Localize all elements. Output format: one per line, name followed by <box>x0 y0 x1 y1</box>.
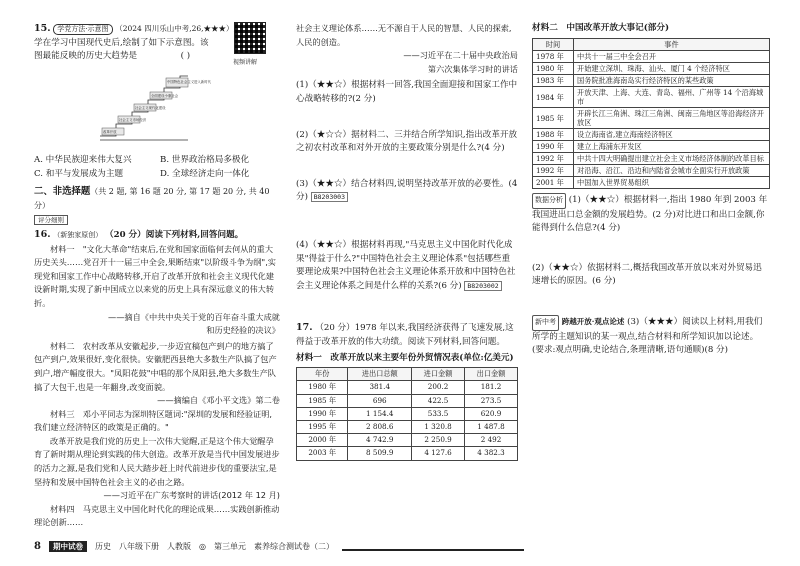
question-15 <box>34 22 280 152</box>
q15-options <box>34 154 280 181</box>
table-row: 1988 年 设立海南省,建立海南经济特区 <box>533 129 770 141</box>
q16-answer-space-1[interactable] <box>296 107 518 129</box>
table-row: 1978 年 中共十一届三中全会召开 <box>533 51 770 63</box>
table-row: 2001 年 中国加入世界贸易组织 <box>533 177 770 189</box>
table-row: 1990 年 建立上海浦东开发区 <box>533 141 770 153</box>
q16-sub-1: (1)（★★☆）根据材料一回答,我国全面迎接和国家工作中心战略转移的?(2 分) <box>296 80 518 104</box>
q16-tag: （新独家原创） <box>53 230 103 239</box>
table-row: 1985 年 696 422.5 273.5 <box>297 394 518 407</box>
table-row: 1985 年 开辟长江三角洲、珠江三角洲、闽南三角地区等沿海经济开放区 <box>533 108 770 129</box>
scoring-badge[interactable]: 评分细则 <box>34 215 68 225</box>
trade-table <box>296 367 518 460</box>
q16-sub-3-code: B8203003 <box>311 192 348 202</box>
q16-sub-4-code: B8203002 <box>464 281 501 291</box>
q16-material-3a: 材料三 邓小平同志为深圳特区题词:"深圳的发展和经验证明,我们建立经济特区的政策是正确的。" <box>34 408 273 433</box>
q15-option-d[interactable]: D. 全球经济走向一体化 <box>160 168 250 179</box>
table-row: 1992 年 对沿海、沿江、沿边和内陆省会城市全面实行开放政策 <box>533 165 770 177</box>
stair-step-4: 社会主义市场经济 <box>119 118 147 122</box>
q16-answer-space-3[interactable] <box>296 205 518 239</box>
table-row: 1995 年 2 808.6 1 320.8 1 487.8 <box>297 420 518 433</box>
page-number: 8 <box>34 540 41 552</box>
q15-source: （2024 四川乐山中考,26,★★★） <box>115 24 234 33</box>
q15-staircase-diagram <box>98 70 212 142</box>
q16-sub-4: (4)（★★☆）根据材料再现,"马克思主义中国化时代化成果"得益于什么?"中国特色社会主义理论体系"包括哪些重要理论成果?中国特色社会主义理论体系开放和中国特色社会主义理论体系之间是什么样的关系?(6 分) <box>296 239 516 291</box>
q17-sub-2: (2)（★★☆）依据材料二,概括我国改革开放以来对外贸易迅速增长的原因。(6 分) <box>532 262 762 287</box>
footer-separator-icon: ◎ <box>198 541 206 551</box>
q15-number: 15. <box>34 23 51 34</box>
q15-option-a[interactable]: A. 中华民族迎来伟大复兴 <box>34 155 132 165</box>
q15-option-c[interactable]: C. 和平与发展成为主题 <box>34 168 124 179</box>
q16-material-2-source: ——摘编自《邓小平文选》第二卷 <box>157 395 280 406</box>
stair-step-3: 社会主义现代化建设 <box>135 106 166 110</box>
q17-sub-3-tag: 新中考 <box>532 315 559 331</box>
footer-subject: 历史 <box>94 541 111 551</box>
events-col-time: 时间 <box>533 38 574 51</box>
section2-info: （共 2 题, 第 16 题 20 分, 第 17 题 20 分, 共 40 分） <box>34 187 270 210</box>
table-row: 1980 年 381.4 200.2 181.2 <box>297 381 518 394</box>
events-table-header <box>533 38 770 51</box>
q16-sub-3: (3)（★★☆）结合材料四,说明坚持改革开放的必要性。(4 分) <box>296 178 518 203</box>
q16-material-4: 材料四 马克思主义中国化时代化的理论成果……实践创新推动理论创新…… <box>34 503 280 528</box>
q17-sub-3: (3)（★★★）阅读以上材料,用我们所学的主题知识的某一观点,结合材料和所学知识加以论述。(要求:观点明确,史论结合,条理清晰,语句通顺)(8 分) <box>532 317 763 356</box>
left-column <box>34 22 280 530</box>
q16-intro: （20 分）阅读下列材料,回答问题。 <box>105 229 244 240</box>
q17-intro: （20 分）1978 年以来,我国经济获得了飞速发展,这得益于改革开放的伟大功绩。阅读下列材料,回答问题。 <box>296 323 514 347</box>
footer-unit: 第三单元 <box>213 541 246 551</box>
table-row: 2003 年 8 509.9 4 127.6 4 382.3 <box>297 447 518 460</box>
trade-col-export: 出口金额 <box>465 368 518 381</box>
q16-material-4-source-1: ——习近平在二十届中央政治局 <box>403 50 518 61</box>
trade-col-year: 年份 <box>297 368 348 381</box>
q16-number: 16. <box>34 228 51 240</box>
qr-code-icon[interactable] <box>234 22 266 54</box>
q15-tag: 学党方法·示意图 <box>53 24 112 35</box>
table-row: 1984 年 开放天津、上海、大连、青岛、福州、广州等 14 个沿海城市 <box>533 87 770 108</box>
q16-answer-space-4[interactable] <box>296 293 518 321</box>
page-footer <box>34 538 524 554</box>
q16-material-1: 材料一 "文化大革命"结束后,在党和国家面临何去何从的重大历史关头……党召开十一届三中全会,果断结束"以阶级斗争为纲",实现党和国家工作中心战略转移,开启了改革开放和社会主义现代化建设新时期,实现了新中国成立以来党的历史上具有深远意义的伟大转折。 <box>34 243 276 308</box>
events-col-event: 事件 <box>574 38 770 51</box>
middle-column <box>296 22 518 461</box>
q16-material-2: 材料二 农村改革从安徽起步,一步迈宜稿包产到户的地方搞了包产到户,效果很好,变化很快。安徽肥西县绝大多数生产队搞了包产到户,增产幅度很大。"凤阳花鼓"中唱的那个凤阳县,绝大多数生产队搞了大包干,也是一年翻身,改变面貌。 <box>34 340 277 392</box>
q16-material-3b: 改革开放是我们党的历史上一次伟大觉醒,正是这个伟大觉醒孕育了新时期从理论到实践的伟大创造。改革开放是当代中国发展进步的活力之源,是我们党和人民大踏步赶上时代前进步伐的重要法宝,是坚持和发展中国特色社会主义的必由之路。 <box>34 435 280 487</box>
table-row: 1992 年 中共十四大明确提出建立社会主义市场经济体制的改革目标 <box>533 153 770 165</box>
footer-test: 素养综合测试卷（二） <box>253 541 334 551</box>
q17-sub-1-tag: 数据分析 <box>532 193 566 209</box>
events-table <box>532 38 770 190</box>
qr-caption: 视频讲解 <box>233 59 258 66</box>
q16-sub-2: (2)（★☆☆）据材料二、三并结合所学知识,指出改革开放之初农村改革和对外开放的主要政策分别是什么?(4 分) <box>296 129 518 154</box>
q15-answer-paren: ( ) <box>180 51 191 62</box>
q16-material-1-source-1: ——摘自《中共中央关于党的百年奋斗重大成就 <box>108 311 280 322</box>
footer-grade: 八年级下册 <box>118 541 159 551</box>
trade-table-header <box>297 368 518 381</box>
trade-col-total: 进出口总额 <box>348 368 412 381</box>
q16-answer-space-2[interactable] <box>296 156 518 178</box>
q16-material-1-source-2: 和历史经验的决议》 <box>206 325 280 336</box>
q17-sub-3-tag2: 跨越开放·观点论述 <box>561 317 625 327</box>
section2-title: 二、非选择题 <box>34 186 91 198</box>
q16-material-4-cont: 社会主义理论体系……无不源自于人民的智慧、人民的探索,人民的创造。 <box>296 23 512 47</box>
table-row: 1980 年 开始建立深圳、珠海、汕头、厦门 4 个经济特区 <box>533 63 770 75</box>
q16-material-3-source: ——习近平在广东考察时的讲话(2012 年 12 月) <box>103 490 280 501</box>
q15-text2: 学在学习中国现代史后,绘制了如下示意图。该 <box>34 37 209 48</box>
q16-material-4-source-2: 第六次集体学习时的讲话 <box>427 63 518 74</box>
q17-answer-space-2[interactable] <box>532 289 770 315</box>
q15-option-b[interactable]: B. 世界政治格局多极化 <box>160 155 250 165</box>
footer-rule <box>342 541 524 551</box>
q17-material-2: 材料二 中国改革开放大事记(部分) <box>532 23 670 33</box>
q17-material-1: 材料一 改革开放以来主要年份外贸情况表(单位:亿美元) <box>296 352 514 363</box>
stair-step-5: 改革开放 <box>103 130 117 134</box>
table-row: 2000 年 4 742.9 2 250.9 2 492 <box>297 434 518 447</box>
q17-sub-1: (1)（★★☆）根据材料一,指出 1980 年到 2003 年我国进出口总金额的发展趋势。(2 分)对比进口和出口金额,你能得到什么信息?(4 分) <box>532 195 768 234</box>
table-row: 1990 年 1 154.4 533.5 620.9 <box>297 407 518 420</box>
q17-number: 17. <box>296 322 313 334</box>
table-row: 1983 年 国务院批准海南岛实行经济特区的某些政策 <box>533 75 770 87</box>
trade-col-import: 进口金额 <box>412 368 465 381</box>
footer-edition: 人教版 <box>166 541 191 551</box>
q15-text3: 图最能反映的历史大趋势是 <box>34 51 138 62</box>
right-column <box>532 22 770 358</box>
brand-logo: 期中试卷 <box>49 541 87 552</box>
stair-step-2: 全面建设小康社会 <box>151 94 179 98</box>
q17-answer-space-1[interactable] <box>532 236 770 262</box>
stair-step-1: 中国特色社会主义进入新时代 <box>167 80 212 84</box>
